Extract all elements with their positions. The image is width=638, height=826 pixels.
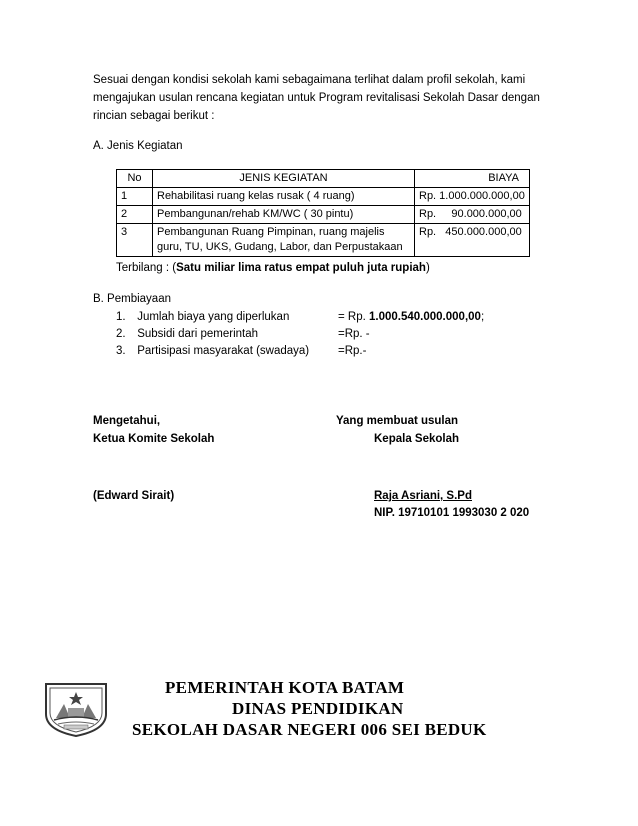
city-emblem-icon — [40, 680, 112, 738]
row-no: 1 — [117, 188, 153, 206]
row-kegiatan-line: Pembangunan Ruang Pimpinan, ruang majelis — [157, 226, 385, 238]
right-signature-role: Kepala Sekolah — [374, 433, 460, 445]
list-item — [116, 328, 258, 340]
value-prefix: = Rp. — [338, 311, 370, 323]
intro-paragraph — [93, 71, 553, 125]
left-signature-title: Mengetahui, — [93, 415, 161, 427]
list-value — [338, 311, 484, 323]
list-label: Partisipasi masyarakat (swadaya) — [137, 345, 310, 357]
header-biaya: BIAYA — [415, 170, 530, 188]
table-row — [117, 206, 530, 224]
letterhead-line-3: SEKOLAH DASAR NEGERI 006 SEI BEDUK — [132, 720, 487, 739]
row-kegiatan: Pembangunan/rehab KM/WC ( 30 pintu) — [153, 206, 415, 224]
kegiatan-table — [116, 169, 530, 257]
row-kegiatan — [153, 224, 415, 257]
list-number: 3. — [116, 345, 126, 357]
row-kegiatan-line: guru, TU, UKS, Gudang, Labor, dan Perpustakaan — [157, 241, 403, 253]
table-row — [117, 188, 530, 206]
list-item — [116, 345, 309, 357]
intro-line: mengajukan usulan rencana kegiatan untuk Program revitalisasi Sekolah Dasar dengan — [93, 92, 540, 104]
section-a-title: A. Jenis Kegiatan — [93, 140, 183, 152]
terbilang-prefix: Terbilang : ( — [116, 262, 177, 274]
table-row — [117, 224, 530, 257]
letterhead-line-1: PEMERINTAH KOTA BATAM — [165, 678, 405, 697]
section-b-title: B. Pembiayaan — [93, 293, 171, 305]
letterhead-line-2: DINAS PENDIDIKAN — [232, 699, 404, 718]
list-label: Jumlah biaya yang diperlukan — [137, 311, 290, 323]
header-no: No — [117, 170, 153, 188]
value-amount: 1.000.540.000.000,00 — [369, 311, 481, 323]
row-no: 3 — [117, 224, 153, 257]
right-signature-title: Yang membuat usulan — [336, 415, 459, 427]
list-value — [338, 345, 366, 357]
value-prefix: =Rp.- — [338, 345, 367, 357]
terbilang — [116, 262, 430, 274]
left-signature-name: (Edward Sirait) — [93, 490, 175, 502]
list-number: 1. — [116, 311, 126, 323]
intro-line: rincian sebagai berikut : — [93, 110, 215, 122]
row-biaya: Rp. 450.000.000,00 — [415, 224, 530, 257]
intro-line: Sesuai dengan kondisi sekolah kami sebagaimana terlihat dalam profil sekolah, kami — [93, 74, 526, 86]
row-kegiatan: Rehabilitasi ruang kelas rusak ( 4 ruang) — [153, 188, 415, 206]
list-number: 2. — [116, 328, 126, 340]
value-prefix: =Rp. - — [338, 328, 370, 340]
terbilang-suffix: ) — [425, 262, 430, 274]
row-no: 2 — [117, 206, 153, 224]
row-biaya: Rp. 90.000.000,00 — [415, 206, 530, 224]
list-label: Subsidi dari pemerintah — [137, 328, 259, 340]
header-jenis-kegiatan: JENIS KEGIATAN — [153, 170, 415, 188]
row-biaya: Rp. 1.000.000.000,00 — [415, 188, 530, 206]
right-signature-nip: NIP. 19710101 1993030 2 020 — [374, 507, 530, 519]
left-signature-role: Ketua Komite Sekolah — [93, 433, 215, 445]
list-value — [338, 328, 370, 340]
list-item — [116, 311, 289, 323]
value-suffix: ; — [480, 311, 485, 323]
emblem-graphic — [40, 680, 112, 738]
table-header-row — [117, 170, 530, 188]
terbilang-amount: Satu miliar lima ratus empat puluh juta rupiah — [176, 262, 426, 274]
right-signature-name: Raja Asriani, S.Pd — [374, 490, 472, 502]
